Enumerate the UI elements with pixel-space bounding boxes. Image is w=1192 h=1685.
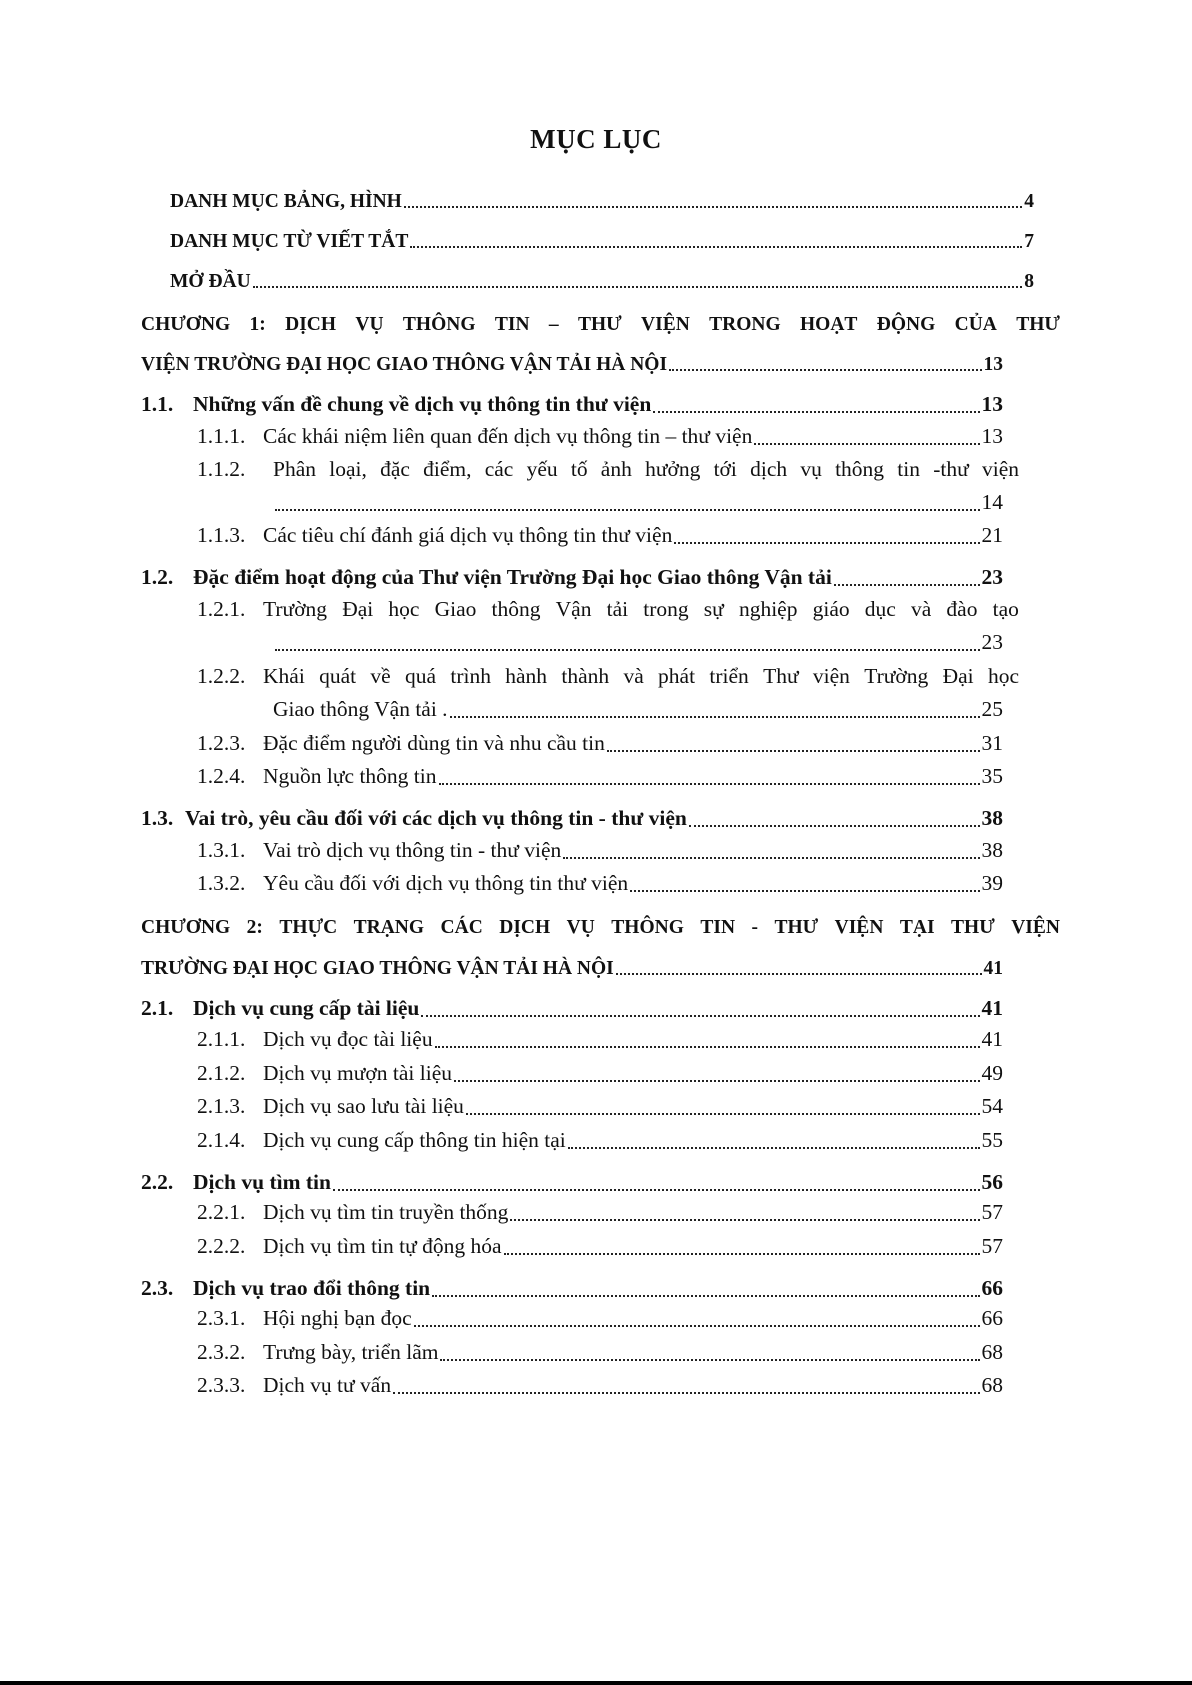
page-bottom-border (0, 1681, 1192, 1685)
toc-section-2-2[interactable] (141, 1170, 1003, 1196)
dot-leader (510, 1219, 979, 1221)
toc-page-number: 55 (981, 1128, 1003, 1152)
title-word: và (623, 664, 644, 688)
dot-leader (253, 286, 1023, 288)
section-number: 2.1.4. (197, 1128, 246, 1152)
toc-page-number: 13 (983, 354, 1003, 375)
title-word: Thư (763, 664, 799, 688)
chapter-word: CỦA (954, 314, 997, 335)
chapter-word: THƯ (774, 917, 819, 938)
toc-subsection-1-2-1-line-2[interactable] (273, 630, 1003, 656)
chapter-word: VỤ (566, 917, 595, 938)
chapter-word: CHƯƠNG (141, 314, 231, 335)
chapter-word: 2: (246, 917, 263, 938)
title-word: tố (570, 457, 588, 481)
chapter-word: VIỆN (1011, 917, 1060, 938)
chapter-word: TRONG (709, 314, 781, 335)
section-number: 1.1.3. (197, 523, 246, 547)
chapter-word: - (751, 917, 758, 938)
chapter-word: THƯ (951, 917, 995, 938)
chapter-word: CÁC (440, 917, 483, 938)
title-word: điểm, (423, 457, 472, 481)
toc-page-number: 21 (981, 523, 1003, 547)
toc-page-number: 54 (981, 1094, 1003, 1118)
toc-chapter-2-title-line-1[interactable] (141, 916, 1060, 939)
dot-leader (275, 509, 980, 511)
toc-page-number: 68 (981, 1373, 1003, 1397)
toc-entry-tables-figures[interactable] (170, 190, 1034, 213)
toc-chapter-1-title-line-2[interactable] (141, 353, 1003, 376)
title-word: Vận (555, 597, 592, 621)
toc-subsection-2-1-2[interactable] (197, 1061, 1003, 1087)
dot-leader (450, 716, 980, 718)
toc-entry-text: TRƯỜNG ĐẠI HỌC GIAO THÔNG VẬN TẢI HÀ NỘI (141, 958, 614, 979)
toc-entry-text: DANH MỤC BẢNG, HÌNH (170, 191, 402, 212)
subsection-title (263, 664, 1019, 690)
chapter-word: THƯ (577, 314, 622, 335)
title-word: học (388, 597, 420, 621)
toc-page-number: 49 (981, 1061, 1003, 1085)
toc-entry-text: Dịch vụ mượn tài liệu (263, 1061, 453, 1085)
toc-entry-abbreviations[interactable] (170, 230, 1034, 253)
title-word: đặc (380, 457, 410, 481)
dot-leader (393, 1392, 979, 1394)
toc-entry-text: Đặc điểm hoạt động của Thư viện Trường Đại học Giao thông Vận tải (193, 565, 832, 589)
chapter-word: VIỆN (641, 314, 690, 335)
toc-page-number: 41 (981, 996, 1003, 1020)
toc-subsection-1-2-4[interactable] (197, 764, 1003, 790)
toc-page-number: 14 (981, 490, 1003, 514)
toc-page-number: 13 (981, 392, 1003, 416)
toc-entry-text: Các khái niệm liên quan đến dịch vụ thông tin – thư viện (263, 424, 753, 448)
toc-page-number: 23 (981, 630, 1003, 654)
toc-section-1-1[interactable] (141, 392, 1003, 418)
title-word: đào (946, 597, 978, 621)
chapter-word: DỊCH (285, 314, 337, 335)
chapter-word: ĐỘNG (876, 314, 936, 335)
toc-entry-text: DANH MỤC TỪ VIẾT TẮT (170, 231, 409, 252)
chapter-word: THƯ (1016, 314, 1060, 335)
toc-subsection-2-1-3[interactable] (197, 1094, 1003, 1120)
toc-section-2-3[interactable] (141, 1276, 1003, 1302)
toc-subsection-1-2-1-line-1[interactable] (197, 597, 1019, 623)
dot-leader (432, 1295, 979, 1297)
dot-leader (607, 750, 980, 752)
section-number: 2.2.1. (197, 1200, 246, 1224)
toc-subsection-2-2-1[interactable] (197, 1200, 1003, 1226)
toc-page-number: 66 (981, 1306, 1003, 1330)
section-number: 2.1.3. (197, 1094, 246, 1118)
title-word: viện (981, 457, 1019, 481)
section-number: 1.2.3. (197, 731, 246, 755)
section-number: 1.1. (141, 392, 174, 416)
title-word: tin (897, 457, 920, 481)
dot-leader (754, 443, 979, 445)
dot-leader (435, 1046, 980, 1048)
toc-page-number: 57 (981, 1234, 1003, 1258)
dot-leader (439, 783, 980, 785)
toc-subsection-2-1-1[interactable] (197, 1027, 1003, 1053)
title-word: loại, (329, 457, 367, 481)
chapter-word: VIỆN (834, 917, 884, 938)
dot-leader (669, 369, 981, 371)
title-word: -thư (933, 457, 969, 481)
toc-page-number: 41 (981, 1027, 1003, 1051)
toc-chapter-1-title-line-1[interactable] (141, 313, 1060, 336)
section-number: 1.2.2. (197, 664, 246, 688)
title-word: thông (491, 597, 541, 621)
title-word: hành (505, 664, 548, 688)
toc-entry-text: Dịch vụ trao đổi thông tin (193, 1276, 431, 1300)
toc-entry-text: Dịch vụ sao lưu tài liệu (263, 1094, 464, 1118)
title-word: ảnh (600, 457, 632, 481)
chapter-word: TIN (494, 314, 530, 335)
dot-leader (454, 1080, 979, 1082)
dot-leader (275, 649, 980, 651)
chapter-word: CHƯƠNG (141, 917, 231, 938)
toc-entry-introduction[interactable] (170, 270, 1034, 293)
section-number: 1.3.1. (197, 838, 246, 862)
section-number: 2.1. (141, 996, 174, 1020)
toc-entry-text: Những vấn đề chung về dịch vụ thông tin thư viện (193, 392, 652, 416)
dot-leader (563, 857, 979, 859)
title-word: triển (709, 664, 749, 688)
toc-entry-text: Vai trò dịch vụ thông tin - thư viện (263, 838, 562, 862)
toc-page-number: 13 (981, 424, 1003, 448)
toc-section-2-1[interactable] (141, 996, 1003, 1022)
toc-subsection-1-2-2-line-1[interactable] (197, 664, 1019, 690)
toc-subsection-1-2-2-line-2[interactable] (273, 697, 1003, 723)
section-number: 2.1.1. (197, 1027, 246, 1051)
toc-page-number: 57 (981, 1200, 1003, 1224)
dot-leader (689, 825, 980, 827)
toc-entry-text: Đặc điểm người dùng tin và nhu cầu tin (263, 731, 605, 755)
dot-leader (653, 411, 979, 413)
toc-entry-text: Dịch vụ tư vấn (263, 1373, 392, 1397)
toc-entry-text: Vai trò, yêu cầu đối với các dịch vụ thông tin - thư viện (185, 806, 687, 830)
chapter-word: 1: (249, 314, 266, 335)
title-word: phát (658, 664, 696, 688)
title-word: học (987, 664, 1019, 688)
section-number: 1.2. (141, 565, 174, 589)
chapter-word: HOẠT (800, 314, 858, 335)
title-word: tạo (992, 597, 1019, 621)
toc-page-number: 31 (981, 731, 1003, 755)
toc-section-1-3[interactable] (141, 806, 1003, 832)
section-number: 1.2.4. (197, 764, 246, 788)
toc-page-number: 38 (981, 806, 1003, 830)
toc-subsection-2-2-2[interactable] (197, 1234, 1003, 1260)
dot-leader (466, 1113, 980, 1115)
toc-subsection-2-3-3[interactable] (197, 1373, 1003, 1399)
toc-page-number: 39 (981, 871, 1003, 895)
title-word: về (370, 664, 391, 688)
chapter-word: THÔNG (611, 917, 684, 938)
title-word: quá (405, 664, 437, 688)
title-word: tới (713, 457, 737, 481)
dot-leader (616, 973, 982, 975)
toc-page-number: 38 (981, 838, 1003, 862)
title-word: Giao (434, 597, 477, 621)
toc-page-number: 25 (981, 697, 1003, 721)
dot-leader (834, 584, 980, 586)
title-word: Trường (263, 597, 328, 621)
title-word: Trường (864, 664, 929, 688)
section-number: 2.3. (141, 1276, 174, 1300)
toc-chapter-2-title-line-2[interactable] (141, 957, 1003, 980)
dot-leader (568, 1147, 980, 1149)
section-number: 1.1.1. (197, 424, 246, 448)
toc-entry-text: Giao thông Vận tải . (273, 697, 448, 721)
dot-leader (404, 206, 1022, 208)
title-word: thông (835, 457, 885, 481)
toc-entry-text: Trưng bày, triển lãm (263, 1340, 439, 1364)
toc-subsection-1-3-2[interactable] (197, 871, 1003, 897)
toc-subsection-1-1-3[interactable] (197, 523, 1003, 549)
page-title: MỤC LỤC (530, 124, 662, 154)
toc-entry-text: Dịch vụ đọc tài liệu (263, 1027, 433, 1051)
toc-entry-text: VIỆN TRƯỜNG ĐẠI HỌC GIAO THÔNG VẬN TẢI HÀ NỘI (141, 354, 668, 375)
chapter-word: THÔNG (402, 314, 476, 335)
toc-page-number: 23 (981, 565, 1003, 589)
title-word: quát (319, 664, 357, 688)
toc-entry-text: Dịch vụ cung cấp thông tin hiện tại (263, 1128, 566, 1152)
section-number: 2.3.1. (197, 1306, 246, 1330)
toc-subsection-1-1-2-line-1[interactable] (197, 457, 1019, 483)
toc-page-number: 4 (1024, 191, 1034, 212)
subsection-title (263, 597, 1019, 623)
chapter-word: TIN (700, 917, 736, 938)
chapter-word: – (548, 314, 559, 335)
title-word: Đại (342, 597, 374, 621)
dot-leader (421, 1015, 979, 1017)
toc-section-1-2[interactable] (141, 565, 1003, 591)
section-number: 2.2.2. (197, 1234, 246, 1258)
title-word: trình (450, 664, 491, 688)
toc-subsection-1-2-3[interactable] (197, 731, 1003, 757)
toc-entry-text: Dịch vụ tìm tin (193, 1170, 331, 1194)
title-word: dục (864, 597, 896, 621)
chapter-word: THỰC (279, 917, 338, 938)
title-word: Đại (942, 664, 974, 688)
title-word: viện (812, 664, 850, 688)
chapter-word: TẠI (899, 917, 935, 938)
toc-entry-text: Các tiêu chí đánh giá dịch vụ thông tin thư viện (263, 523, 673, 547)
toc-page-number: 35 (981, 764, 1003, 788)
toc-subsection-2-3-1[interactable] (197, 1306, 1003, 1332)
toc-page-number: 66 (981, 1276, 1003, 1300)
title-word: yếu (526, 457, 558, 481)
toc-entry-text: Yêu cầu đối với dịch vụ thông tin thư viện (263, 871, 629, 895)
section-number: 2.3.2. (197, 1340, 246, 1364)
title-word: nghiệp (738, 597, 798, 621)
toc-entry-text: Nguồn lực thông tin (263, 764, 437, 788)
chapter-word: VỤ (355, 314, 384, 335)
chapter-word: DỊCH (499, 917, 551, 938)
dot-leader (674, 542, 979, 544)
toc-entry-text: Dịch vụ tìm tin tự động hóa (263, 1234, 502, 1258)
section-number: 1.2.1. (197, 597, 246, 621)
toc-subsection-2-3-2[interactable] (197, 1340, 1003, 1366)
toc-subsection-1-1-2-line-2[interactable] (273, 490, 1003, 516)
title-word: sự (703, 597, 724, 621)
section-number: 2.3.3. (197, 1373, 246, 1397)
title-word: hưởng (645, 457, 701, 481)
title-word: dịch (750, 457, 788, 481)
title-word: và (910, 597, 932, 621)
section-number: 2.2. (141, 1170, 174, 1194)
toc-subsection-1-3-1[interactable] (197, 838, 1003, 864)
toc-page-number: 56 (981, 1170, 1003, 1194)
title-word: tải (606, 597, 629, 621)
section-number: 2.1.2. (197, 1061, 246, 1085)
title-word: thành (561, 664, 610, 688)
toc-page-number: 68 (981, 1340, 1003, 1364)
toc-subsection-2-1-4[interactable] (197, 1128, 1003, 1154)
title-word: Khái (263, 664, 305, 688)
chapter-word: TRẠNG (353, 917, 425, 938)
title-word: trong (643, 597, 689, 621)
title-word: giáo (812, 597, 850, 621)
title-word: các (484, 457, 514, 481)
dot-leader (333, 1189, 980, 1191)
dot-leader (414, 1325, 980, 1327)
subsection-title (273, 457, 1019, 483)
toc-page-number: 8 (1024, 271, 1034, 292)
toc-entry-text: Dịch vụ cung cấp tài liệu (193, 996, 420, 1020)
toc-subsection-1-1-1[interactable] (197, 424, 1003, 450)
toc-entry-text: MỞ ĐẦU (170, 271, 251, 292)
section-number: 1.1.2. (197, 457, 246, 481)
toc-entry-text: Dịch vụ tìm tin truyền thống (263, 1200, 509, 1224)
title-word: Phân (273, 457, 316, 481)
dot-leader (504, 1253, 980, 1255)
section-number: 1.3.2. (197, 871, 246, 895)
dot-leader (630, 890, 979, 892)
dot-leader (440, 1359, 979, 1361)
toc-entry-text: Hội nghị bạn đọc (263, 1306, 412, 1330)
dot-leader (410, 246, 1022, 248)
section-number: 1.3. (141, 806, 174, 830)
toc-page-number: 7 (1024, 231, 1034, 252)
toc-page-number: 41 (983, 958, 1003, 979)
title-word: vụ (800, 457, 822, 481)
